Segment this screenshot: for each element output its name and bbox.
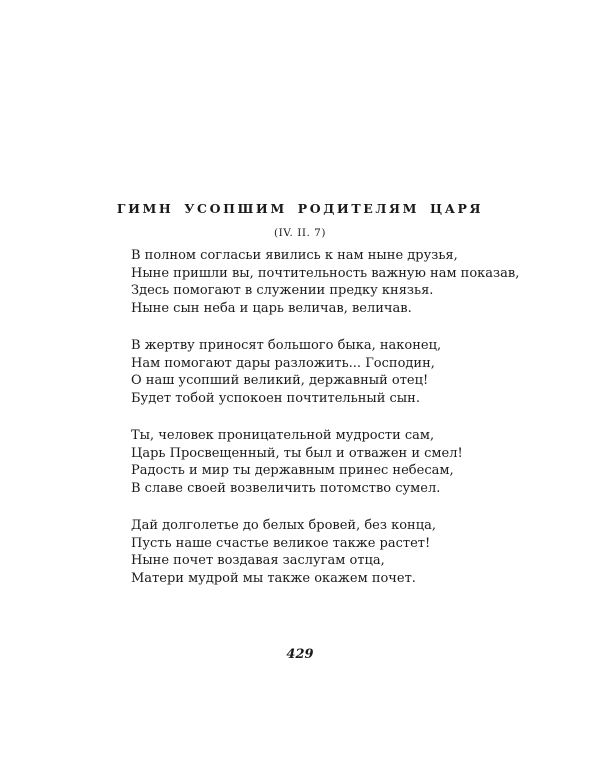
poem-line: Ныне сын неба и царь величав, величав. — [131, 300, 412, 316]
stanza-3 — [131, 427, 571, 497]
poem-line: Царь Просвещенный, ты был и отважен и смел! — [131, 445, 463, 461]
poem-line: Пусть наше счастье великое также растет! — [131, 535, 431, 551]
stanza-1 — [131, 247, 571, 317]
poem-line: Здесь помогают в служении предку князья. — [131, 283, 434, 298]
poem-line: В полном согласьи явились к нам ныне друзья, — [131, 248, 458, 263]
poem-title: ГИМН УСОПШИМ РОДИТЕЛЯМ ЦАРЯ — [116, 201, 484, 216]
poem-line: Будет тобой успокоен почтительный сын. — [131, 390, 420, 406]
poem-line: В славе своей возвеличить потомство сумел. — [131, 480, 441, 496]
poem-line: О наш усопший великий, державный отец! — [131, 373, 429, 388]
stanza-2 — [131, 337, 571, 407]
page-number: 429 — [286, 647, 314, 662]
poem-line: Ты, человек проницательной мудрости сам, — [131, 428, 435, 443]
poem-line: Нам помогают дары разложить... Господин, — [131, 355, 435, 371]
poem-line: В жертву приносят большого быка, наконец, — [131, 338, 442, 353]
stanza-4 — [131, 517, 571, 587]
poem-line: Ныне пришли вы, почтительность важную нам показав, — [131, 265, 520, 281]
poem-line: Дай долголетье до белых бровей, без конца, — [131, 518, 436, 533]
poem-body — [131, 247, 571, 607]
poem-line: Радость и мир ты державным принес небесам, — [131, 463, 454, 478]
poem-line: Матери мудрой мы также окажем почет. — [131, 570, 416, 586]
poem-line: Ныне почет воздавая заслугам отца, — [131, 553, 385, 568]
poem-reference: (IV. II. 7) — [274, 227, 326, 239]
